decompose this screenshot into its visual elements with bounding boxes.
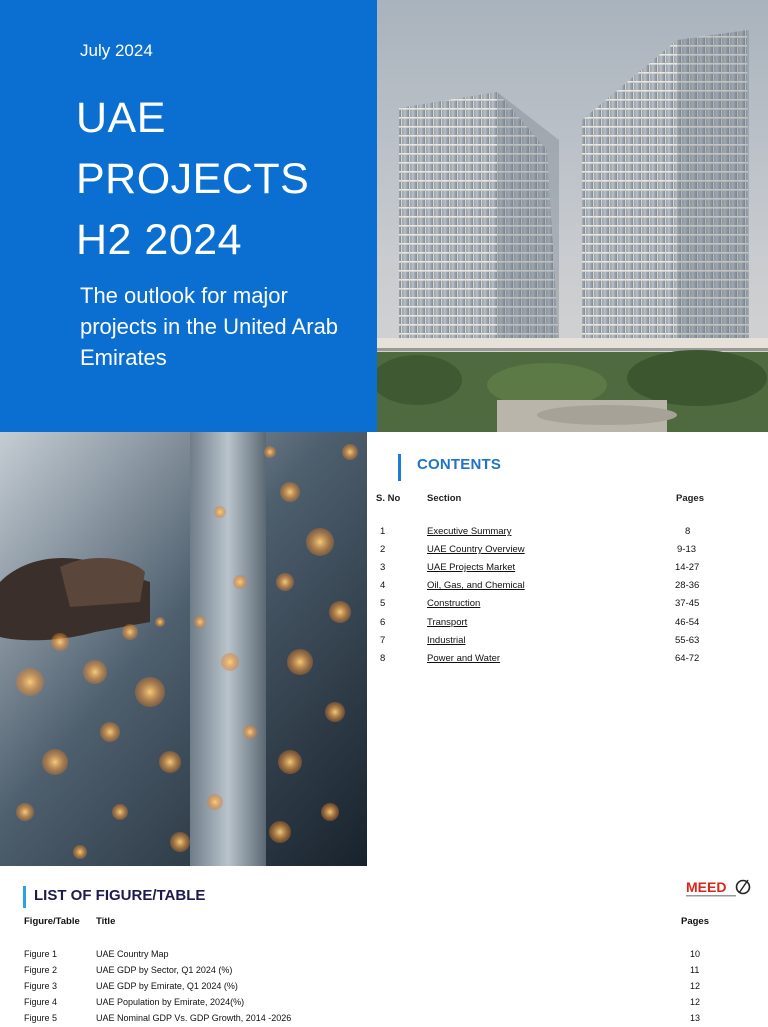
- toc-row[interactable]: [376, 580, 768, 596]
- figure-title: UAE GDP by Sector, Q1 2024 (%): [96, 965, 233, 975]
- toc-pages: 46-54: [675, 617, 700, 628]
- toc-pages: 28-36: [675, 580, 700, 591]
- toc-row[interactable]: [376, 635, 768, 651]
- col-header-pages: Pages: [681, 916, 709, 927]
- figure-pages: 11: [690, 965, 700, 975]
- figure-pages: 12: [690, 981, 701, 991]
- toc-section-link[interactable]: Executive Summary: [427, 526, 512, 537]
- report-subtitle: The outlook for major projects in the United Arab Emirates: [80, 283, 339, 370]
- heading-accent-bar: [398, 454, 401, 481]
- figure-row: [0, 949, 768, 963]
- col-header-section: Section: [427, 493, 462, 504]
- title-line: PROJECTS: [76, 155, 310, 203]
- figure-id: Figure 1: [24, 949, 58, 959]
- figure-pages: 13: [690, 1013, 701, 1023]
- toc-no: 7: [380, 635, 386, 646]
- toc-row[interactable]: [376, 653, 768, 669]
- toc-section-link[interactable]: Transport: [427, 617, 468, 628]
- toc-section-link[interactable]: Construction: [427, 598, 481, 609]
- toc-row[interactable]: [376, 562, 768, 578]
- welding-photo: [0, 432, 367, 866]
- toc-section-link[interactable]: Industrial: [427, 635, 466, 646]
- toc-no: 1: [380, 526, 386, 537]
- figure-id: Figure 4: [24, 997, 58, 1007]
- toc-section-link[interactable]: Power and Water: [427, 653, 501, 664]
- toc-row[interactable]: [376, 617, 768, 633]
- figure-title: UAE Country Map: [96, 949, 169, 959]
- toc-section-link[interactable]: UAE Country Overview: [427, 544, 525, 555]
- col-header-no: S. No: [376, 493, 401, 504]
- toc-no: 6: [380, 617, 386, 628]
- contents-heading: CONTENTS: [417, 456, 502, 473]
- toc-row[interactable]: [376, 526, 768, 542]
- cover-panel: [0, 0, 377, 432]
- figure-row: [0, 965, 768, 979]
- figure-row: [0, 1013, 768, 1027]
- report-date: July 2024: [80, 41, 153, 60]
- figure-pages: 10: [690, 949, 701, 959]
- toc-pages: 64-72: [675, 653, 700, 664]
- buildings-photo: [377, 0, 768, 432]
- toc-no: 5: [380, 598, 386, 609]
- toc-no: 4: [380, 580, 386, 591]
- col-header-title: Title: [96, 916, 116, 927]
- toc-pages: 55-63: [675, 635, 700, 646]
- toc-no: 3: [380, 562, 386, 573]
- figure-id: Figure 3: [24, 981, 58, 991]
- toc-no: 8: [380, 653, 386, 664]
- figure-id: Figure 2: [24, 965, 58, 975]
- col-header-figure: Figure/Table: [24, 916, 80, 927]
- figure-row: [0, 997, 768, 1011]
- figure-title: UAE Nominal GDP Vs. GDP Growth, 2014 -2026: [96, 1013, 292, 1023]
- figure-row: [0, 981, 768, 995]
- figure-list-heading: LIST OF FIGURE/TABLE: [34, 887, 206, 904]
- figure-pages: 12: [690, 997, 701, 1007]
- toc-pages: 8: [685, 526, 691, 537]
- meed-logo: [686, 878, 756, 900]
- report-title: [76, 88, 309, 271]
- figure-id: Figure 5: [24, 1013, 58, 1023]
- title-line: UAE: [76, 94, 166, 142]
- toc-row[interactable]: [376, 544, 768, 560]
- title-line: H2 2024: [76, 216, 243, 264]
- toc-row[interactable]: [376, 598, 768, 614]
- figure-list-section: [0, 878, 768, 1024]
- figure-title: UAE GDP by Emirate, Q1 2024 (%): [96, 981, 238, 991]
- toc-pages: 9-13: [677, 544, 697, 555]
- toc-section-link[interactable]: UAE Projects Market: [427, 562, 516, 573]
- toc-pages: 37-45: [675, 598, 700, 609]
- heading-accent-bar: [23, 886, 26, 908]
- toc-section-link[interactable]: Oil, Gas, and Chemical: [427, 580, 525, 591]
- col-header-pages: Pages: [676, 493, 704, 504]
- toc-no: 2: [380, 544, 386, 555]
- toc-pages: 14-27: [675, 562, 700, 573]
- figure-title: UAE Population by Emirate, 2024(%): [96, 997, 245, 1007]
- logo-text: MEED: [686, 879, 727, 895]
